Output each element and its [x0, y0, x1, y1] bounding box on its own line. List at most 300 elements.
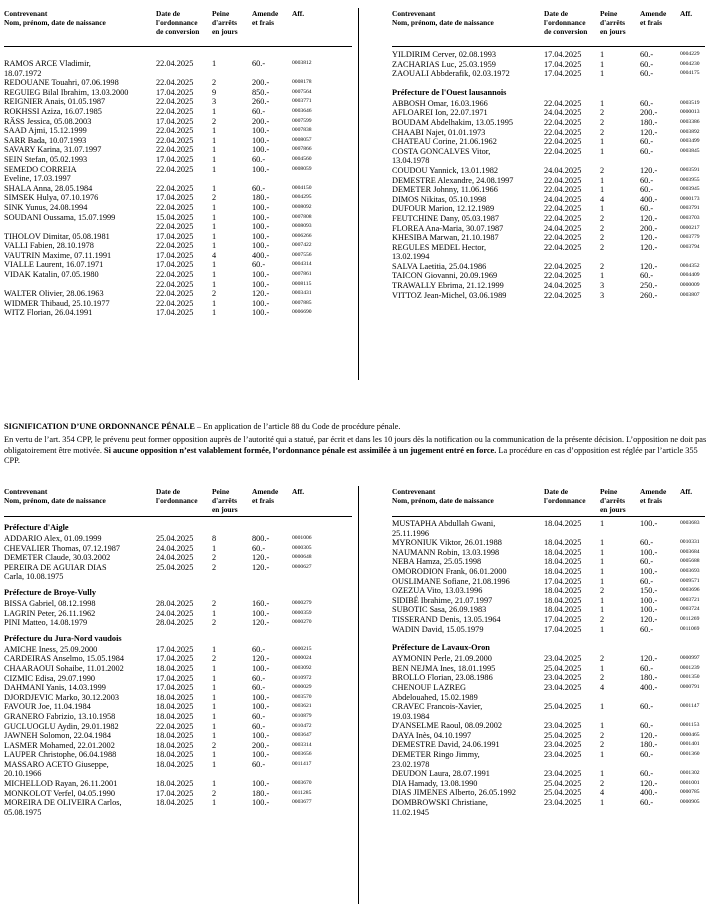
- cell-date: 23.04.2025: [544, 673, 582, 683]
- cell-peine: 1: [212, 126, 217, 136]
- table-row: [392, 605, 705, 615]
- cell-date: 17.04.2025: [156, 116, 194, 126]
- cell-amende: 60.-: [640, 721, 654, 731]
- cell-peine: 2: [600, 165, 605, 175]
- cell-aff: 0003499: [680, 138, 700, 145]
- bottom-divider: [358, 486, 359, 904]
- cell-peine: 2: [212, 654, 217, 664]
- cell-name: NAUMANN Robin, 13.03.1998: [392, 547, 500, 557]
- cell-date: 17.04.2025: [156, 673, 194, 683]
- table-header: [392, 488, 705, 517]
- cell-date: 22.04.2025: [544, 137, 582, 147]
- table-row: [392, 69, 705, 79]
- table-row: [392, 615, 705, 625]
- signification-title: SIGNIFICATION D’UNE ORDONNANCE PÉNALE: [4, 422, 195, 431]
- cell-date: 22.04.2025: [156, 241, 194, 251]
- cell-amende: 100.-: [252, 798, 270, 808]
- table-row: [4, 544, 352, 554]
- cell-aff: 0001401: [680, 741, 700, 748]
- table-row: [4, 553, 352, 563]
- table-row: [4, 798, 352, 817]
- cell-amende: 120.-: [640, 233, 658, 243]
- table-row: [392, 147, 705, 166]
- cell-name: WALTER Olivier, 28.06.1963: [4, 289, 104, 299]
- cell-peine: 1: [212, 692, 217, 702]
- cell-date: 22.04.2025: [156, 289, 194, 299]
- table-row: [4, 674, 352, 684]
- cell-name: RAMOS ARCE Vladimir, 18.07.1972: [4, 59, 91, 78]
- cell-amende: 200.-: [640, 108, 658, 118]
- cell-name: DEMESTRE Alexandre, 24.08.1997: [392, 175, 514, 185]
- top-right-column: [388, 10, 709, 300]
- cell-amende: 400.-: [252, 250, 270, 260]
- cell-date: 23.04.2025: [544, 798, 582, 808]
- table-row: [4, 117, 352, 127]
- header-name: Contrevenant Nom, prénom, date de naissance: [4, 9, 106, 27]
- cell-amende: 60.-: [640, 798, 654, 808]
- cell-amende: 60.-: [640, 576, 654, 586]
- cell-peine: 1: [212, 164, 217, 174]
- cell-peine: 1: [212, 270, 217, 280]
- cell-amende: 60.-: [640, 204, 654, 214]
- cell-date: 17.04.2025: [156, 87, 194, 97]
- cell-aff: 0004150: [292, 184, 312, 191]
- top-right-rows-a: [392, 50, 705, 79]
- cell-amende: 100.-: [252, 731, 270, 741]
- cell-aff: 0000305: [292, 544, 312, 551]
- cell-peine: 1: [600, 576, 605, 586]
- cell-name: GRANERO Fabrizio, 13.10.1958: [4, 711, 116, 721]
- cell-date: 22.04.2025: [156, 135, 194, 145]
- cell-peine: 1: [212, 135, 217, 145]
- cell-name: CHEVALIER Thomas, 07.12.1987: [4, 543, 121, 553]
- table-row: [4, 534, 352, 544]
- cell-peine: 3: [212, 97, 217, 107]
- cell-amende: 200.-: [252, 740, 270, 750]
- cell-date: 22.04.2025: [156, 279, 194, 289]
- header-amende: Amende et frais: [640, 487, 667, 505]
- cell-name: RÄSS Jessica, 05.08.2003: [4, 116, 92, 126]
- cell-date: 18.04.2025: [544, 538, 582, 548]
- cell-amende: 60.-: [252, 543, 266, 553]
- cell-aff: 0000785: [680, 789, 700, 796]
- cell-aff: 0003892: [680, 128, 700, 135]
- cell-date: 18.04.2025: [156, 779, 194, 789]
- cell-peine: 8: [212, 534, 217, 543]
- cell-amende: 120.-: [640, 242, 658, 252]
- cell-date: 22.04.2025: [156, 270, 194, 280]
- header-date: Date de l'ordonnance de conversion: [156, 9, 200, 36]
- cell-amende: 60.-: [640, 185, 654, 195]
- cell-date: 18.04.2025: [156, 692, 194, 702]
- table-row: [392, 271, 705, 281]
- cell-amende: 60.-: [252, 183, 266, 193]
- header-name: Contrevenant Nom, prénom, date de naissance: [392, 9, 494, 27]
- cell-peine: 1: [212, 608, 217, 618]
- cell-peine: 1: [600, 185, 605, 195]
- cell-peine: 4: [600, 194, 605, 204]
- cell-aff: 0000024: [292, 655, 312, 662]
- cell-amende: 120.-: [640, 213, 658, 223]
- cell-peine: 1: [212, 543, 217, 553]
- cell-aff: 0004229: [680, 51, 700, 57]
- cell-aff: 0000270: [292, 619, 312, 626]
- cell-date: 22.04.2025: [156, 145, 194, 155]
- table-row: [4, 308, 352, 318]
- cell-aff: 0007599: [292, 117, 312, 124]
- cell-date: 17.04.2025: [544, 576, 582, 586]
- cell-aff: 0003670: [292, 780, 312, 787]
- cell-amende: 100.-: [252, 126, 270, 136]
- cell-peine: 1: [212, 106, 217, 116]
- table-row: [392, 233, 705, 243]
- cell-aff: 0004314: [292, 261, 312, 268]
- cell-amende: 100.-: [252, 202, 270, 212]
- cell-amende: 60.-: [640, 50, 654, 59]
- cell-peine: 1: [212, 231, 217, 241]
- cell-aff: 0003677: [292, 799, 312, 806]
- cell-name: ZAOUALI Abbderafik, 02.03.1972: [392, 69, 510, 79]
- cell-peine: 2: [600, 223, 605, 233]
- signification-title-rest: – En application de l’article 88 du Code de procédure pénale.: [194, 422, 401, 431]
- cell-amende: 120.-: [640, 778, 658, 788]
- cell-date: 22.04.2025: [544, 290, 582, 300]
- table-row: [4, 193, 352, 203]
- cell-name: COSTA GONCALVES Vitor, 13.04.1978: [392, 146, 491, 166]
- cell-amende: 100.-: [640, 605, 658, 615]
- cell-name: REGUIEG Bilal Ibrahim, 13.03.2000: [4, 87, 129, 97]
- cell-peine: 2: [212, 289, 217, 299]
- cell-aff: 0011069: [680, 625, 700, 632]
- cell-peine: 1: [600, 271, 605, 281]
- cell-aff: 0003092: [292, 664, 312, 671]
- cell-aff: 0008092: [292, 203, 312, 210]
- cell-amende: 100.-: [252, 145, 270, 155]
- cell-name: DIAS JIMENES Alberto, 26.05.1992: [392, 788, 516, 798]
- cell-aff: 0011285: [292, 789, 312, 796]
- table-row: [4, 760, 352, 779]
- cell-date: 17.04.2025: [156, 250, 194, 260]
- cell-peine: 1: [600, 721, 605, 731]
- cell-peine: 9: [212, 87, 217, 97]
- cell-date: 18.04.2025: [544, 586, 582, 596]
- cell-aff: 0003703: [680, 214, 700, 221]
- cell-peine: 2: [600, 654, 605, 664]
- cell-date: 23.04.2025: [544, 750, 582, 760]
- cell-date: 22.04.2025: [544, 271, 582, 281]
- cell-peine: 1: [600, 702, 605, 712]
- cell-date: 28.04.2025: [156, 618, 194, 628]
- top-left-rows: [4, 59, 352, 318]
- table-row: [4, 251, 352, 261]
- cell-peine: 2: [600, 127, 605, 137]
- cell-amende: 60.-: [640, 538, 654, 548]
- cell-name: COUDOU Yannick, 13.01.1982: [392, 165, 499, 175]
- cell-aff: 0000217: [680, 224, 700, 231]
- cell-date: 24.04.2025: [544, 165, 582, 175]
- cell-amende: 180.-: [640, 740, 658, 750]
- bottom-left-column: [0, 488, 356, 817]
- cell-date: 24.04.2025: [544, 194, 582, 204]
- cell-name: LAUPER Christophe, 06.04.1988: [4, 750, 117, 760]
- cell-aff: 0003684: [680, 548, 700, 555]
- cell-name: CHATEAU Corine, 21.06.1962: [392, 137, 497, 147]
- cell-aff: 0005688: [680, 558, 700, 565]
- table-row: [4, 693, 352, 703]
- cell-amende: 100.-: [252, 135, 270, 145]
- cell-aff: 0007866: [292, 146, 312, 153]
- cell-date: 22.04.2025: [544, 213, 582, 223]
- cell-amende: 60.-: [640, 271, 654, 281]
- table-row: [4, 702, 352, 712]
- top-right-rows-b: [392, 99, 705, 300]
- cell-aff: 0007422: [292, 242, 312, 249]
- cell-peine: 1: [212, 673, 217, 683]
- cell-date: 22.04.2025: [544, 242, 582, 252]
- cell-name: DEMETER Johnny, 11.06.1966: [392, 185, 498, 195]
- cell-peine: 4: [600, 682, 605, 692]
- cell-name: MASSARO ACETO Giuseppe, 20.10.1966: [4, 759, 109, 779]
- cell-peine: 1: [600, 595, 605, 605]
- cell-amende: 60.-: [640, 137, 654, 147]
- cell-peine: 2: [600, 108, 605, 118]
- cell-aff: 0000359: [292, 609, 312, 616]
- cell-aff: 0003955: [680, 176, 700, 183]
- signification-bold: Si aucune opposition n’est valablement formée, l’ordonnance pénale est assimilée à un jugement entré en force.: [104, 445, 497, 455]
- cell-amende: 60.-: [640, 146, 654, 156]
- cell-aff: 0000465: [680, 731, 700, 738]
- cell-date: 22.04.2025: [544, 175, 582, 185]
- bottom-right-column: [388, 488, 709, 817]
- cell-aff: 0003807: [680, 291, 700, 298]
- table-row: [4, 618, 352, 628]
- cell-name: DAHMANI Yanis, 14.03.1999: [4, 683, 106, 693]
- cell-peine: 1: [212, 798, 217, 808]
- table-row: [392, 108, 705, 118]
- table-row: [4, 779, 352, 789]
- table-row: [4, 750, 352, 760]
- cell-date: 25.04.2025: [544, 788, 582, 798]
- cell-date: 22.04.2025: [544, 98, 582, 108]
- cell-aff: 0000013: [680, 109, 700, 116]
- cell-aff: 0004175: [680, 70, 700, 77]
- header-amende: Amende et frais: [640, 9, 667, 27]
- cell-aff: 0008059: [292, 165, 312, 172]
- cell-peine: 3: [600, 281, 605, 291]
- cell-aff: 0003779: [680, 234, 700, 241]
- cell-peine: 1: [212, 750, 217, 760]
- cell-date: 22.04.2025: [156, 97, 194, 107]
- header-aff: Aff.: [680, 9, 693, 18]
- cell-aff: 0003791: [680, 205, 700, 212]
- cell-date: 25.04.2025: [544, 778, 582, 788]
- table-row: [392, 673, 705, 683]
- cell-peine: 2: [212, 193, 217, 203]
- cell-name: DUFOUR Marion, 12.12.1989: [392, 204, 495, 214]
- table-row: [4, 789, 352, 799]
- cell-peine: 1: [212, 212, 217, 222]
- cell-amende: 60.-: [640, 557, 654, 567]
- cell-date: 18.04.2025: [544, 595, 582, 605]
- cell-date: 17.04.2025: [156, 308, 194, 318]
- cell-date: 18.04.2025: [156, 750, 194, 760]
- cell-date: 25.04.2025: [544, 663, 582, 673]
- cell-date: 22.04.2025: [156, 106, 194, 116]
- cell-aff: 0003431: [292, 290, 312, 297]
- cell-amende: 60.-: [640, 769, 654, 779]
- cell-date: 18.04.2025: [156, 711, 194, 721]
- cell-name: CHAABI Najet, 01.01.1973: [392, 127, 486, 137]
- table-row: [392, 654, 705, 664]
- cell-name: SINK Yunus, 24.08.1994: [4, 202, 88, 212]
- cell-name: CIZMIC Edisa, 29.07.1990: [4, 673, 96, 683]
- cell-peine: 2: [212, 788, 217, 798]
- cell-date: 17.04.2025: [156, 654, 194, 664]
- cell-name: SALVA Laetitia, 25.04.1986: [392, 261, 487, 271]
- cell-aff: 0003724: [680, 606, 700, 613]
- cell-date: 22.04.2025: [544, 233, 582, 243]
- cell-amende: 60.-: [640, 624, 654, 634]
- cell-amende: 60.-: [640, 750, 654, 760]
- cell-aff: 0006266: [292, 232, 312, 239]
- cell-peine: 1: [600, 146, 605, 156]
- cell-aff: 0000905: [680, 799, 700, 806]
- cell-name: CARDEIRAS Anselmo, 15.05.1984: [4, 654, 125, 664]
- cell-name: GUCLUOGLU Aydin, 29.01.1982: [4, 721, 119, 731]
- cell-date: 17.04.2025: [156, 154, 194, 164]
- cell-amende: 100.-: [252, 779, 270, 789]
- table-row: [392, 664, 705, 674]
- cell-amende: 100.-: [640, 595, 658, 605]
- prefecture-title: Préfecture d'Aigle: [4, 523, 69, 532]
- cell-amende: 60.-: [252, 106, 266, 116]
- cell-date: 24.04.2025: [544, 223, 582, 233]
- cell-aff: 0010972: [292, 674, 312, 681]
- table-row: [392, 683, 705, 702]
- cell-amende: 100.-: [252, 270, 270, 280]
- header-aff: Aff.: [680, 487, 693, 496]
- table-row: [4, 260, 352, 270]
- table-row: [392, 750, 705, 769]
- cell-amende: 150.-: [640, 586, 658, 596]
- cell-name: DEUDON Laura, 28.07.1991: [392, 769, 490, 779]
- cell-aff: 0008093: [292, 223, 312, 230]
- table-row: [4, 741, 352, 751]
- table-row: [392, 731, 705, 741]
- table-row: [392, 137, 705, 147]
- cell-name: DAYA Inès, 04.10.1997: [392, 730, 472, 740]
- cell-amende: 120.-: [252, 553, 270, 563]
- cell-date: 22.04.2025: [156, 183, 194, 193]
- table-row: [392, 176, 705, 186]
- cell-amende: 200.-: [252, 78, 270, 88]
- cell-aff: 0003696: [680, 587, 700, 594]
- table-row: [392, 557, 705, 567]
- cell-date: 18.04.2025: [156, 740, 194, 750]
- header-aff: Aff.: [292, 9, 305, 18]
- cell-date: 17.04.2025: [156, 231, 194, 241]
- cell-name: REDOUANE Touahri, 07.06.1998: [4, 78, 119, 88]
- cell-name: REGULES MEDEL Hector, 13.02.1994: [392, 242, 487, 262]
- table-row: [392, 798, 705, 817]
- cell-aff: 0000215: [292, 645, 312, 652]
- cell-peine: 2: [212, 553, 217, 563]
- cell-peine: 1: [600, 798, 605, 808]
- cell-amende: 120.-: [640, 614, 658, 624]
- table-row: [392, 596, 705, 606]
- cell-date: 15.04.2025: [156, 212, 194, 222]
- cell-name: SIMSEK Hulya, 07.10.1976: [4, 193, 99, 203]
- cell-aff: 0003591: [680, 166, 700, 173]
- cell-aff: 0003721: [680, 596, 700, 603]
- cell-name: MONKOLOT Verfel, 04.05.1990: [4, 788, 115, 798]
- cell-aff: 0001239: [680, 664, 700, 671]
- cell-name: DEMETER Ringo Jimmy, 23.02.1978: [392, 750, 480, 769]
- table-row: [392, 214, 705, 224]
- cell-date: 22.04.2025: [544, 146, 582, 156]
- cell-aff: 0009571: [680, 577, 700, 584]
- table-row: [4, 155, 352, 165]
- bottom-left-rows: [4, 523, 352, 817]
- table-row: [4, 203, 352, 213]
- cell-date: 24.04.2025: [156, 543, 194, 553]
- cell-name: SEMEDO CORREIA Eveline, 17.03.1997: [4, 164, 77, 184]
- cell-peine: 1: [212, 260, 217, 270]
- cell-amende: 100.-: [252, 231, 270, 241]
- cell-peine: 1: [600, 519, 605, 528]
- cell-peine: 1: [600, 98, 605, 108]
- cell-aff: 0004230: [680, 60, 700, 67]
- cell-amende: 160.-: [252, 598, 270, 608]
- cell-aff: 0000279: [292, 599, 312, 606]
- cell-name: CHAARAOUI Sohaibe, 11.01.2002: [4, 663, 124, 673]
- cell-peine: 2: [600, 261, 605, 271]
- table-row: [392, 548, 705, 558]
- cell-amende: 100.-: [252, 702, 270, 712]
- table-row: [392, 166, 705, 176]
- cell-peine: 2: [600, 242, 605, 252]
- cell-aff: 0004352: [680, 262, 700, 269]
- cell-name: DOMBROWSKI Christiane, 11.02.1945: [392, 798, 488, 817]
- cell-peine: 1: [212, 644, 217, 654]
- cell-date: 18.04.2025: [544, 566, 582, 576]
- cell-name: WADIN David, 15.05.1979: [392, 624, 484, 634]
- cell-aff: 0000029: [292, 684, 312, 691]
- cell-aff: 0000627: [292, 563, 312, 570]
- bottom-right-rows-a: [392, 519, 705, 634]
- table-row: [4, 165, 352, 184]
- cell-name: AYMONIN Perle, 21.09.2000: [392, 654, 492, 664]
- table-row: [4, 136, 352, 146]
- cell-date: 24.04.2025: [544, 281, 582, 291]
- cell-peine: 1: [212, 683, 217, 693]
- table-row: [4, 97, 352, 107]
- cell-peine: 2: [600, 730, 605, 740]
- cell-name: CHENOUF LAZREG Abdelouahed, 15.02.1989: [392, 682, 478, 702]
- cell-date: 22.04.2025: [156, 222, 194, 232]
- cell-amende: 100.-: [252, 750, 270, 760]
- table-row: [4, 59, 352, 78]
- cell-aff: 0007861: [292, 271, 312, 278]
- cell-aff: 0000791: [680, 683, 700, 690]
- table-row: [4, 145, 352, 155]
- cell-amende: 100.-: [252, 212, 270, 222]
- cell-aff: 0003314: [292, 741, 312, 748]
- table-row: [392, 262, 705, 272]
- cell-date: 25.04.2025: [156, 534, 194, 543]
- table-row: [392, 779, 705, 789]
- cell-name: TISSERAND Denis, 13.05.1964: [392, 614, 501, 624]
